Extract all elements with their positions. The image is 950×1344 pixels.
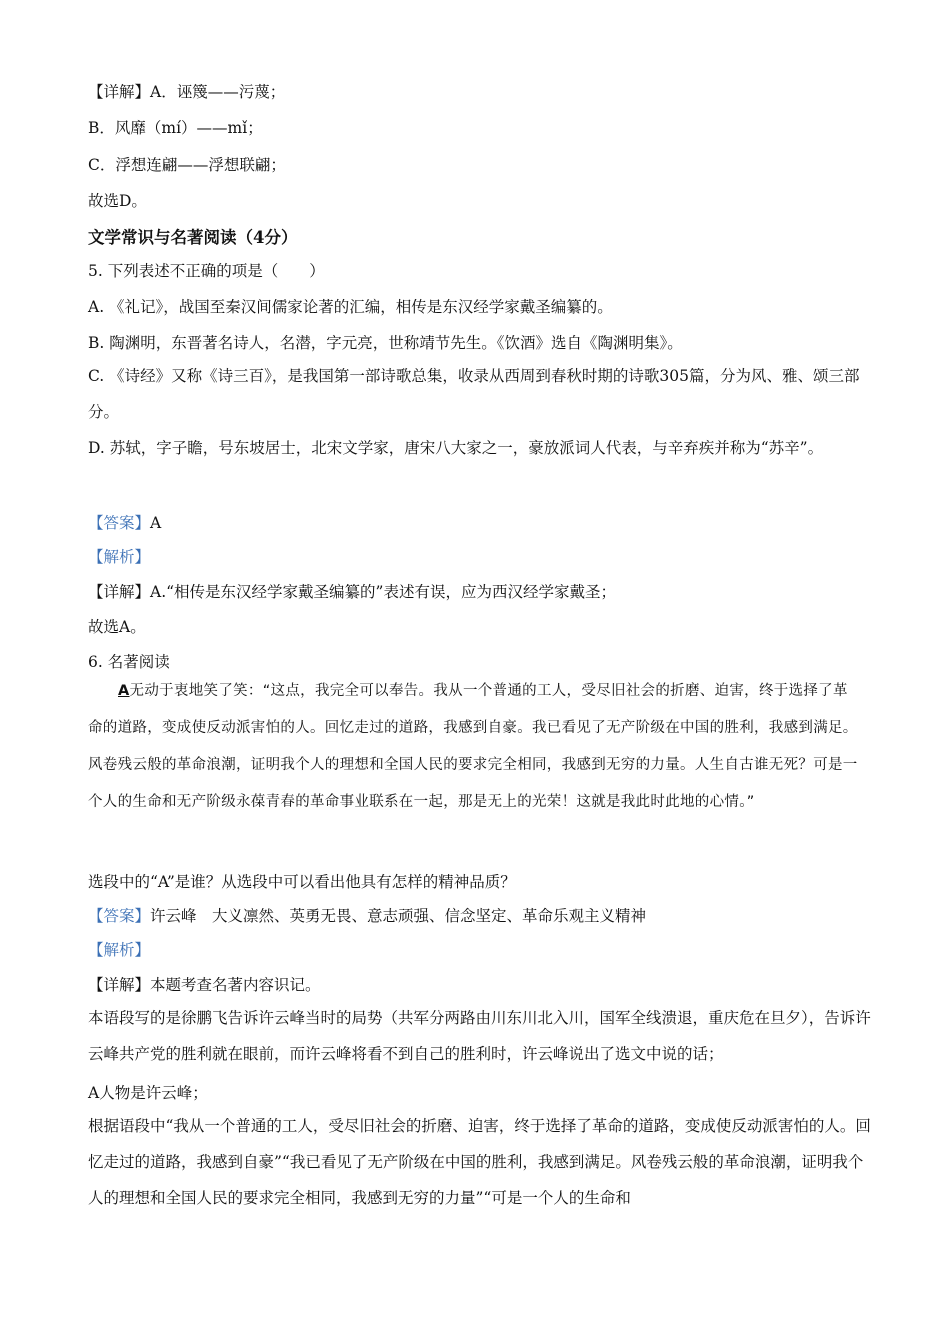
answer-value: A xyxy=(150,514,162,532)
q6-detail: 【详解】本题考查名著内容识记。 xyxy=(88,976,321,994)
passage-text: 无动于衷地笑了笑：“这点，我完全可以奉告。我从一个普通的工人，受尽旧社会的折磨、迫害，终于选择了革命的道路，变成使反动派害怕的人。回忆走过的道路，我感到自豪。我已看见了无产阶级在中国的胜利，我感到满足。风卷残云般的革命浪潮，证明我个人的理想和全国人民的要求完全相同，我感到无穷的力量。人生自古谁无死？可是一个人的生命和无产阶级永葆青春的革命事业联系在一起，那是无上的光荣！这就是我此时此地的心情。” xyxy=(88,683,858,810)
section-heading: 文学常识与名著阅读（4分） xyxy=(88,228,298,247)
q6-question: 选段中的“A”是谁？从选段中可以看出他具有怎样的精神品质？ xyxy=(88,873,516,891)
q5-option-b: B. 陶渊明，东晋著名诗人，名潜，字元亮，世称靖节先生。《饮酒》选自《陶渊明集》。 xyxy=(88,334,683,352)
answer-label: 【答案】 xyxy=(88,907,151,925)
detail-line-c: C．浮想连翩——浮想联翩； xyxy=(88,156,286,174)
detail-line-a: 【详解】A．诬篾——污蔑； xyxy=(88,83,286,101)
q6-answer xyxy=(88,904,646,926)
q6-title: 6. 名著阅读 xyxy=(88,653,170,671)
q5-detail: 【详解】A.“相传是东汉经学家戴圣编纂的”表述有误，应为西汉经学家戴圣； xyxy=(88,583,616,601)
q5-answer xyxy=(88,511,161,533)
q5-option-a: A. 《礼记》，战国至秦汉间儒家论著的汇编，相传是东汉经学家戴圣编纂的。 xyxy=(88,298,613,316)
q5-question: 5. 下列表述不正确的项是（ ） xyxy=(88,262,325,280)
q6-paragraph-3: 根据语段中“我从一个普通的工人，受尽旧社会的折磨、迫害，终于选择了革命的道路，变成使反动派害怕的人。回忆走过的道路，我感到自豪”“我已看见了无产阶级在中国的胜利，我感到满足。风卷残云般的革命浪潮，证明我个人的理想和全国人民的要求完全相同，我感到无穷的力量”“可是一个人的生命和 xyxy=(88,1117,871,1207)
q5-option-d: D. 苏轼，字子瞻，号东坡居士，北宋文学家，唐宋八大家之一，豪放派词人代表，与辛弃疾并称为“苏辛”。 xyxy=(88,439,824,457)
detail-line-b: B．风靡（mí）——mǐ； xyxy=(88,119,263,137)
passage-marker: A xyxy=(118,683,130,699)
conclusion-line: 故选D。 xyxy=(88,192,147,210)
q5-conclusion: 故选A。 xyxy=(88,618,146,636)
q6-passage xyxy=(88,673,858,821)
q6-analysis-label: 【解析】 xyxy=(88,941,151,959)
q5-option-c: C. 《诗经》又称《诗三百》，是我国第一部诗歌总集，收录从西周到春秋时期的诗歌305篇，分为风、雅、颂三部分。 xyxy=(88,367,860,421)
q6-paragraph-2: A人物是许云峰； xyxy=(88,1084,208,1102)
q6-paragraph-1: 本语段写的是徐鹏飞告诉许云峰当时的局势（共军分两路由川东川北入川，国军全线溃退，重庆危在旦夕），告诉许云峰共产党的胜利就在眼前，而许云峰将看不到自己的胜利时，许云峰说出了选文中说的话； xyxy=(88,1009,871,1063)
answer-label: 【答案】 xyxy=(88,514,151,532)
answer-value: 许云峰 大义凛然、英勇无畏、意志顽强、信念坚定、革命乐观主义精神 xyxy=(150,907,647,925)
q5-analysis-label: 【解析】 xyxy=(88,548,151,566)
